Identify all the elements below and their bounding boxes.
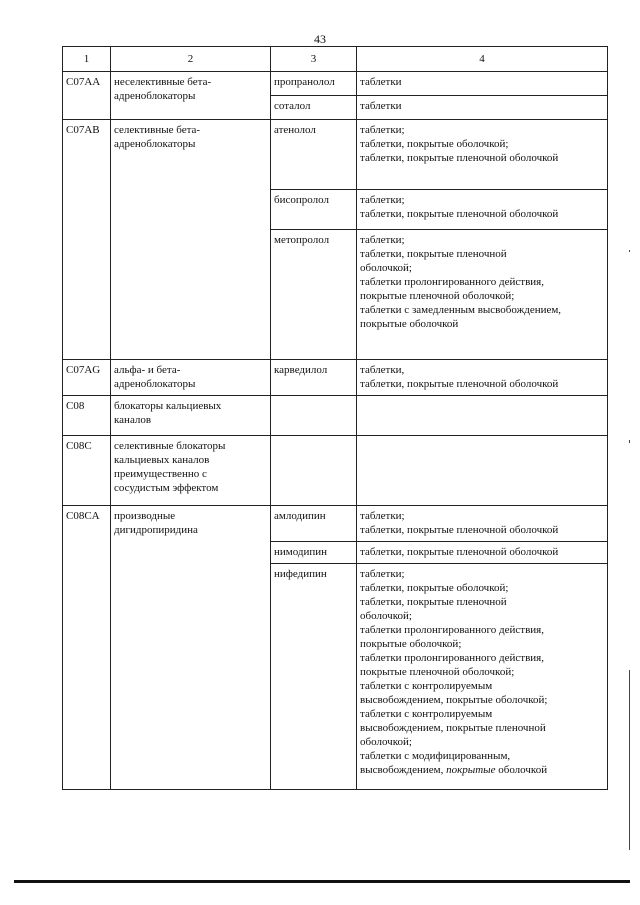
text-line: сосудистым эффектом — [114, 482, 219, 494]
drug-name-cell: пропранолол — [271, 72, 357, 96]
dosage-form-cell — [357, 506, 608, 542]
group-name-cell — [111, 72, 271, 120]
dosage-form-cell — [357, 436, 608, 506]
text-line: неселективные бета- — [114, 76, 212, 88]
scan-edge-line — [629, 670, 630, 850]
text-line: таблетки пролонгированного действия, — [360, 624, 544, 636]
text-line: высвобождением, покрытые оболочкой; — [360, 694, 548, 706]
header-row — [63, 47, 608, 72]
group-name-cell — [111, 436, 271, 506]
table-row — [63, 72, 608, 96]
text-line: таблетки, — [360, 364, 405, 376]
text-line: таблетки, покрытые оболочкой; — [360, 138, 509, 150]
atc-code-cell: C08CA — [63, 506, 111, 790]
text-line: покрытые пленочной оболочкой; — [360, 666, 515, 678]
text-line: оболочкой; — [360, 736, 412, 748]
drug-name-cell: нифедипин — [271, 564, 357, 790]
col-header-4: 4 — [357, 47, 608, 72]
text-line: преимущественно с — [114, 468, 207, 480]
group-name-cell — [111, 506, 271, 790]
table-row — [63, 506, 608, 542]
text-line: таблетки, покрытые пленочной — [360, 596, 507, 608]
text-line: селективные бета- — [114, 124, 201, 136]
dosage-form-cell — [357, 230, 608, 360]
dosage-form-cell — [357, 190, 608, 230]
drug-name-cell: атенолол — [271, 120, 357, 190]
atc-code-cell: C07AG — [63, 360, 111, 396]
table-row — [63, 360, 608, 396]
drug-name-cell: бисопролол — [271, 190, 357, 230]
text-line: покрытые оболочкой — [360, 318, 459, 330]
drug-name-cell: амлодипин — [271, 506, 357, 542]
atc-code-cell: C08C — [63, 436, 111, 506]
text-line: таблетки с контролируемым — [360, 708, 493, 720]
text-line: покрытые оболочкой; — [360, 638, 462, 650]
drug-name-cell: метопролол — [271, 230, 357, 360]
dosage-form-cell — [357, 542, 608, 564]
dosage-form-cell — [357, 96, 608, 120]
text-line: таблетки, покрытые пленочной оболочкой — [360, 524, 559, 536]
group-name-cell — [111, 396, 271, 436]
atc-code-cell: C07AB — [63, 120, 111, 360]
text-line: таблетки, покрытые пленочной — [360, 248, 507, 260]
text-line: производные — [114, 510, 176, 522]
text-line: адреноблокаторы — [114, 378, 196, 390]
drug-name-cell — [271, 396, 357, 436]
dosage-form-cell — [357, 120, 608, 190]
text-line: покрытые пленочной оболочкой; — [360, 290, 515, 302]
group-name-cell — [111, 120, 271, 360]
drug-name-cell — [271, 436, 357, 506]
text-line: таблетки, покрытые пленочной оболочкой — [360, 208, 559, 220]
text-line: блокаторы кальциевых — [114, 400, 222, 412]
text-line: адреноблокаторы — [114, 90, 196, 102]
col-header-3: 3 — [271, 47, 357, 72]
dosage-form-cell — [357, 564, 608, 790]
text-line: таблетки; — [360, 568, 405, 580]
text-line: таблетки — [360, 100, 402, 112]
text-line: таблетки пролонгированного действия, — [360, 276, 544, 288]
scan-mark — [629, 440, 630, 443]
text-line: каналов — [114, 414, 152, 426]
text-line: оболочкой; — [360, 262, 412, 274]
drug-name-cell: соталол — [271, 96, 357, 120]
text-line: альфа- и бета- — [114, 364, 181, 376]
text-line: таблетки с контролируемым — [360, 680, 493, 692]
text-line: таблетки; — [360, 510, 405, 522]
text-line: оболочкой; — [360, 610, 412, 622]
bottom-rule — [14, 880, 630, 883]
group-name-cell — [111, 360, 271, 396]
text-line: таблетки; — [360, 234, 405, 246]
text-line: таблетки с модифицированным, — [360, 750, 511, 762]
drug-name-cell: нимодипин — [271, 542, 357, 564]
dosage-form-cell — [357, 72, 608, 96]
page-number: 43 — [314, 32, 326, 46]
text-line: высвобождением, покрытые оболочкой — [360, 764, 548, 776]
atc-code-cell: C07AA — [63, 72, 111, 120]
text-line: таблетки — [360, 76, 402, 88]
text-line: таблетки, покрытые пленочной оболочкой — [360, 152, 559, 164]
text-line: таблетки; — [360, 194, 405, 206]
col-header-1: 1 — [63, 47, 111, 72]
drug-name-cell: карведилол — [271, 360, 357, 396]
table-row — [63, 396, 608, 436]
atc-code-cell: C08 — [63, 396, 111, 436]
text-line: таблетки, покрытые пленочной оболочкой — [360, 546, 559, 558]
dosage-form-cell — [357, 360, 608, 396]
text-line: таблетки, покрытые пленочной оболочкой — [360, 378, 559, 390]
table-row — [63, 436, 608, 506]
text-line: кальциевых каналов — [114, 454, 210, 466]
col-header-2: 2 — [111, 47, 271, 72]
table-row — [63, 120, 608, 190]
text-line: таблетки с замедленным высвобождением, — [360, 304, 562, 316]
text-line: селективные блокаторы — [114, 440, 226, 452]
dosage-form-cell — [357, 396, 608, 436]
medication-table — [62, 46, 608, 790]
text-line: таблетки; — [360, 124, 405, 136]
text-line: адреноблокаторы — [114, 138, 196, 150]
text-line: высвобождением, покрытые пленочной — [360, 722, 546, 734]
scan-mark — [629, 250, 630, 252]
text-line: таблетки, покрытые оболочкой; — [360, 582, 509, 594]
text-line: таблетки пролонгированного действия, — [360, 652, 544, 664]
text-line: дигидропиридина — [114, 524, 198, 536]
